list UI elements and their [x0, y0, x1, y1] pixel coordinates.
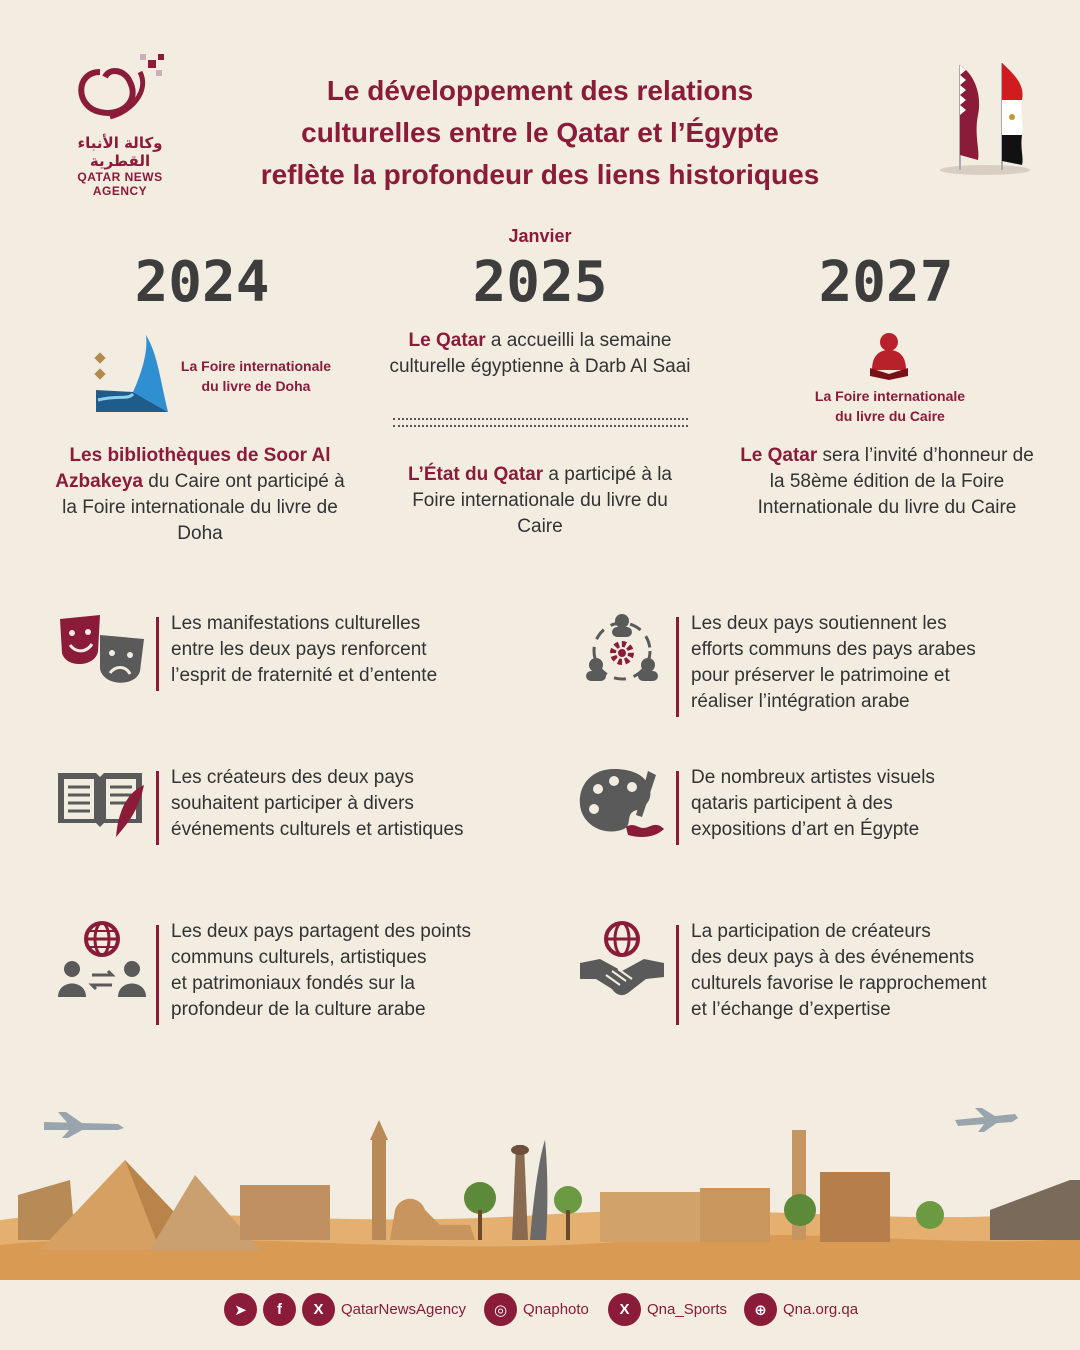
accent-bar: [156, 925, 159, 1025]
accent-bar: [156, 617, 159, 691]
feature-line: Les manifestations culturelles: [171, 613, 421, 634]
doha-fair-label-line-2: du livre de Doha: [201, 378, 311, 394]
month-label: Janvier: [508, 226, 572, 246]
feature-text: [171, 919, 531, 1023]
cairo-fair-label-line-1: La Foire internationale: [814, 388, 966, 404]
feature-line: expositions d’art en Égypte: [691, 819, 920, 840]
feature-line: profondeur de la culture arabe: [171, 999, 426, 1020]
qna-logo: [50, 52, 190, 198]
egypt-qatar-skyline-illustration: [0, 1100, 1080, 1280]
feature-line: événements culturels et artistiques: [171, 819, 464, 840]
theater-masks-icon: [56, 611, 148, 691]
airplane-right-icon: [955, 1108, 1018, 1132]
body-2025-item2: a participé à la Foire internationale du livre du Caire: [412, 464, 672, 537]
text-2024: [50, 443, 350, 547]
accent-bar: [156, 771, 159, 845]
text-2025-item2: [400, 462, 680, 540]
doha-fair-label: [170, 356, 342, 396]
body-2024: du Caire ont participé à la Foire internationale du livre de Doha: [62, 471, 345, 544]
airplane-left-icon: [44, 1112, 124, 1138]
telegram-icon[interactable]: ➤: [224, 1293, 257, 1326]
brand-arabic: وكالة الأنباء القطرية: [77, 134, 163, 170]
collaboration-gear-icon: [576, 611, 668, 691]
feature-line: entre les deux pays renforcent: [171, 639, 427, 660]
text-2027: [740, 443, 1034, 521]
x-icon[interactable]: X: [608, 1293, 641, 1326]
year-2025: 2025: [472, 250, 608, 315]
feature-item: [56, 611, 526, 721]
handle-x-sports[interactable]: Qna_Sports: [647, 1301, 728, 1318]
x-icon[interactable]: X: [302, 1293, 335, 1326]
feature-line: efforts communs des pays arabes: [691, 639, 976, 660]
qna-emblem-icon: [70, 52, 170, 132]
global-handshake-icon: [576, 919, 668, 999]
text-2025-item1: [388, 328, 692, 380]
year-2024: 2024: [134, 250, 270, 315]
feature-line: l’esprit de fraternité et d’entente: [171, 665, 438, 686]
feature-line: Les deux pays partagent des points: [171, 921, 471, 942]
social-group-main[interactable]: [224, 1293, 466, 1326]
feature-text: [691, 765, 1051, 843]
accent-bar: [676, 617, 679, 717]
body-2027: sera l’invité d’honneur de la 58ème édition de la Foire Internationale du livre du Caire: [757, 445, 1034, 518]
highlight-2025-item1: Le Qatar: [408, 330, 486, 351]
title-line-2: culturelles entre le Qatar et l’Égypte: [301, 117, 779, 148]
facebook-icon[interactable]: f: [263, 1293, 296, 1326]
feature-line: La participation de créateurs: [691, 921, 931, 942]
feature-line: Les deux pays soutiennent les: [691, 613, 947, 634]
year-2027: 2027: [818, 250, 954, 315]
feature-item: [56, 919, 526, 1029]
cairo-fair-label-line-2: du livre du Caire: [835, 408, 945, 424]
feature-line: qataris participent à des: [691, 793, 893, 814]
doha-fair-label-line-1: La Foire internationale: [180, 358, 332, 374]
highlight-2024: Les bibliothèques de Soor Al Azbakeya: [55, 445, 331, 492]
brand-english: QATAR NEWS AGENCY: [77, 170, 163, 198]
highlight-2025-item2: L’État du Qatar: [408, 464, 544, 485]
feature-item: [576, 611, 1046, 721]
feature-line: réaliser l’intégration arabe: [691, 691, 910, 712]
social-group-website[interactable]: [744, 1293, 858, 1326]
title-line-1: Le développement des relations: [326, 75, 754, 106]
cairo-book-fair-logo-icon: [866, 330, 912, 380]
title-line-3: reflète la profondeur des liens historiques: [260, 159, 820, 190]
cairo-fair-label: [796, 386, 984, 426]
highlight-2027: Le Qatar: [740, 445, 818, 466]
accent-bar: [676, 925, 679, 1025]
feature-line: pour préserver le patrimoine et: [691, 665, 950, 686]
global-exchange-icon: [56, 919, 148, 999]
handle-instagram[interactable]: Qnaphoto: [523, 1301, 589, 1318]
divider-dotted: [393, 425, 688, 427]
palette-brush-icon: [576, 765, 668, 845]
feature-item: [576, 765, 1046, 875]
feature-line: culturels favorise le rapprochement: [691, 973, 987, 994]
feature-line: communs culturels, artistiques: [171, 947, 427, 968]
feature-text: [691, 611, 1051, 715]
handle-main[interactable]: QatarNewsAgency: [341, 1301, 467, 1318]
divider-dotted: [393, 418, 688, 420]
open-book-quill-icon: [56, 765, 148, 845]
globe-icon[interactable]: ⊕: [744, 1293, 777, 1326]
doha-book-fair-logo-icon: [88, 330, 180, 422]
body-2025-item1: a accueilli la semaine culturelle égyptienne à Darb Al Saai: [389, 330, 691, 377]
feature-item: [576, 919, 1046, 1029]
website-link[interactable]: Qna.org.qa: [783, 1301, 859, 1318]
feature-text: [171, 765, 531, 843]
feature-line: et l’échange d’expertise: [691, 999, 891, 1020]
instagram-icon[interactable]: ◎: [484, 1293, 517, 1326]
feature-line: Les créateurs des deux pays: [171, 767, 414, 788]
social-group-instagram[interactable]: [484, 1293, 589, 1326]
feature-line: souhaitent participer à divers: [171, 793, 414, 814]
feature-text: [171, 611, 531, 689]
feature-line: et patrimoniaux fondés sur la: [171, 973, 415, 994]
feature-item: [56, 765, 526, 875]
accent-bar: [676, 771, 679, 845]
feature-line: De nombreux artistes visuels: [691, 767, 935, 788]
page-title: [200, 70, 880, 196]
qatar-egypt-flags-icon: [930, 55, 1040, 175]
feature-line: des deux pays à des événements: [691, 947, 975, 968]
social-group-x-sports[interactable]: [608, 1293, 727, 1326]
feature-text: [691, 919, 1051, 1023]
